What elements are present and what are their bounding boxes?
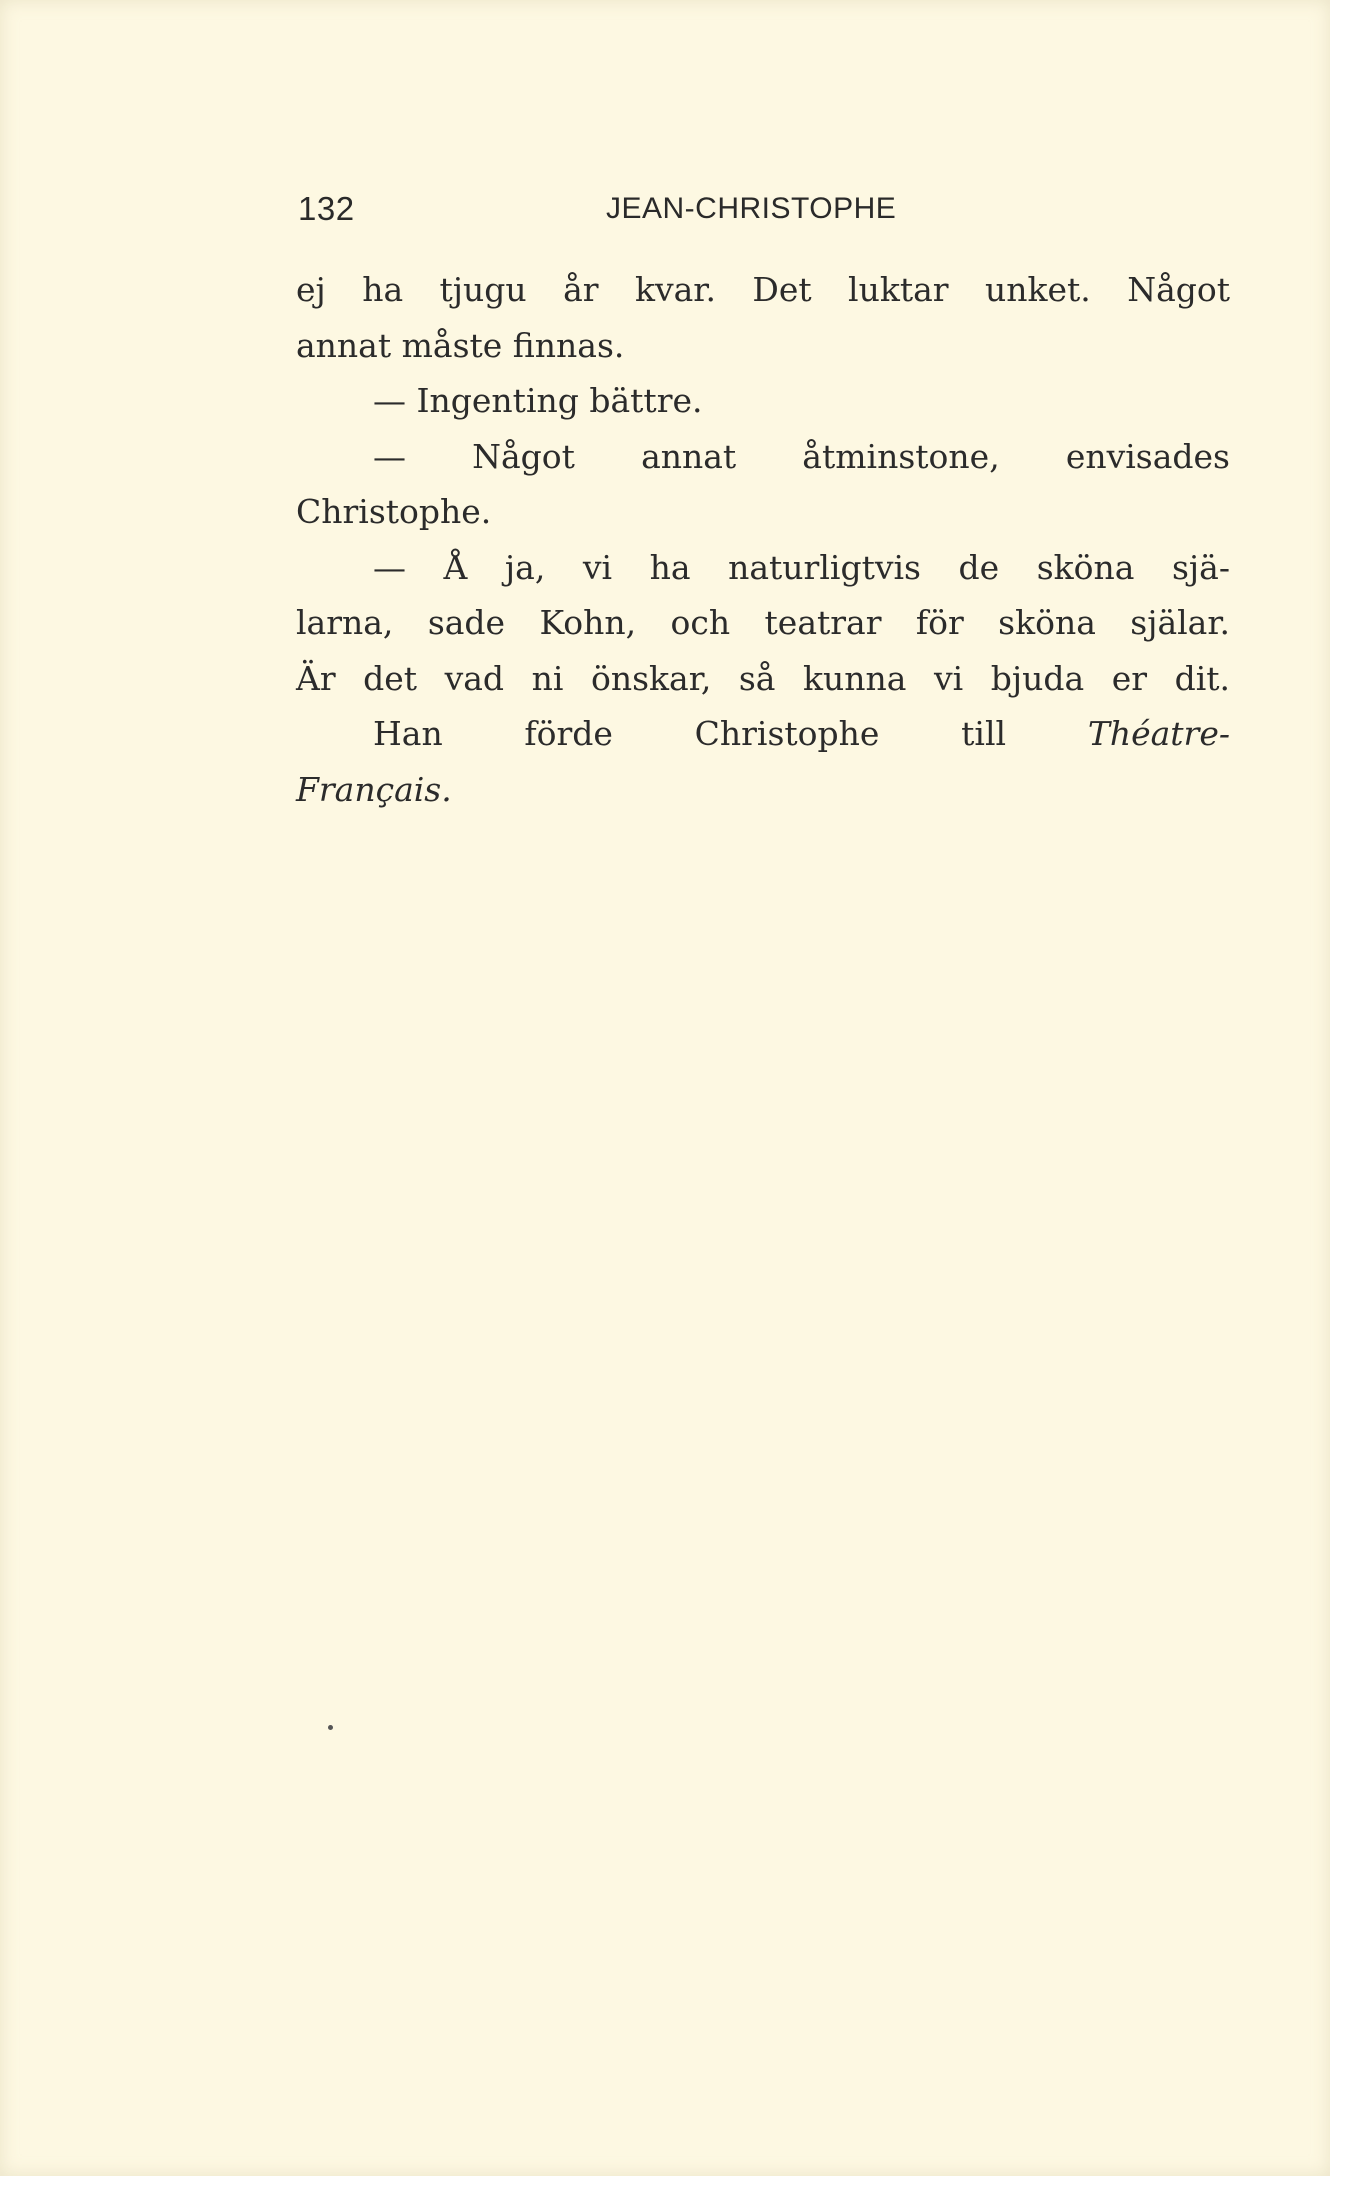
text-line-8: Är det vad ni önskar, så kunna vi bjuda er dit. (296, 658, 1230, 698)
scan-border-bottom (0, 2176, 1345, 2188)
text-line-7: larna, sade Kohn, och teatrar för sköna själar. (296, 603, 1230, 642)
text-line-4: — Något annat åtminstone, envisades (373, 436, 1230, 476)
text-line-1: ej ha tjugu år kvar. Det luktar unket. Något (296, 270, 1230, 309)
text-line-6: — Å ja, vi ha naturligtvis de sköna sjä- (373, 547, 1230, 587)
text-line-10: Français. (296, 769, 452, 809)
page-header (298, 190, 1228, 236)
body-text (296, 262, 1230, 817)
text-line-9-italic: Théatre- (1087, 714, 1230, 753)
text-line-9-roman: Han förde Christophe till (373, 714, 1007, 753)
text-line-5: Christophe. (296, 492, 492, 531)
scan-border-right (1330, 0, 1345, 2188)
page-number: 132 (298, 190, 355, 227)
text-line-9 (296, 706, 1230, 762)
text-line-2: annat måste finnas. (296, 325, 625, 365)
text-line-3: — Ingenting bättre. (373, 381, 703, 420)
paper-speck (328, 1725, 333, 1730)
running-title: JEAN-CHRISTOPHE (606, 192, 897, 225)
